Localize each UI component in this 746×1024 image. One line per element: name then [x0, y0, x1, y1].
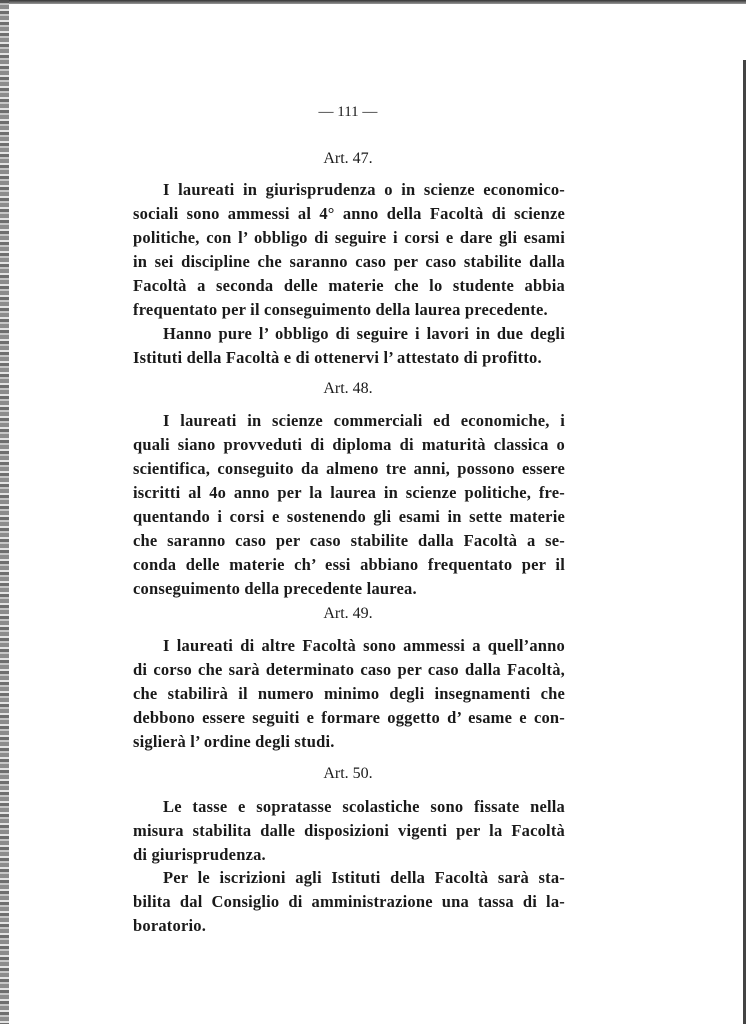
text-line: Per le iscrizioni agli Istituti della Facoltà sarà sta-	[163, 868, 565, 887]
text-line: in sei discipline che saranno caso per caso stabilite dalla	[133, 252, 565, 271]
text-line: conda delle materie ch’ essi abbiano frequentato per il	[133, 555, 565, 574]
text-line: di corso che sarà determinato caso per caso dalla Facoltà,	[133, 660, 565, 679]
text-line: siglierà l’ ordine degli studi.	[133, 732, 335, 751]
article-heading: Art. 50.	[323, 765, 373, 782]
text-line: conseguimento della precedente laurea.	[133, 579, 417, 598]
text-line: I laureati in scienze commerciali ed economiche, i	[163, 411, 565, 430]
text-line: I laureati di altre Facoltà sono ammessi a quell’anno	[163, 636, 565, 655]
text-line: quali siano provveduti di diploma di maturità classica o	[133, 435, 565, 454]
text-line: Hanno pure l’ obbligo di seguire i lavori in due degli	[163, 324, 565, 343]
text-line: Istituti della Facoltà e di ottenervi l’ attestato di profitto.	[133, 348, 542, 367]
article-heading: Art. 49.	[323, 605, 373, 622]
text-line: di giurisprudenza.	[133, 845, 266, 864]
text-line: I laureati in giurisprudenza o in scienze economico-	[163, 180, 565, 199]
text-line: frequentato per il conseguimento della laurea precedente.	[133, 300, 548, 319]
article-heading: Art. 47.	[323, 150, 373, 167]
text-line: bilita dal Consiglio di amministrazione una tassa di la-	[133, 892, 565, 911]
text-line: politiche, con l’ obbligo di seguire i corsi e dare gli esami	[133, 228, 565, 247]
text-line: boratorio.	[133, 916, 207, 935]
text-line: iscritti al 4o anno per la laurea in scienze politiche, fre-	[133, 483, 565, 502]
text-line: quentando i corsi e sostenendo gli esami in sette materie	[133, 507, 565, 526]
article-heading: Art. 48.	[323, 380, 373, 397]
text-line: scientifica, conseguito da almeno tre anni, possono essere	[133, 459, 565, 478]
text-line: Facoltà a seconda delle materie che lo studente abbia	[133, 276, 565, 295]
text-line: misura stabilita dalle disposizioni vigenti per la Facoltà	[133, 821, 565, 840]
text-line: che saranno caso per caso stabilite dalla Facoltà a se-	[133, 531, 565, 550]
text-line: che stabilirà il numero minimo degli insegnamenti che	[133, 684, 565, 703]
text-line: Le tasse e sopratasse scolastiche sono fissate nella	[163, 797, 565, 816]
scan-top-edge	[0, 0, 746, 4]
text-line: sociali sono ammessi al 4° anno della Facoltà di scienze	[133, 204, 565, 223]
text-line: debbono essere seguiti e formare oggetto d’ esame e con-	[133, 708, 565, 727]
page-number: — 111 —	[318, 104, 378, 120]
